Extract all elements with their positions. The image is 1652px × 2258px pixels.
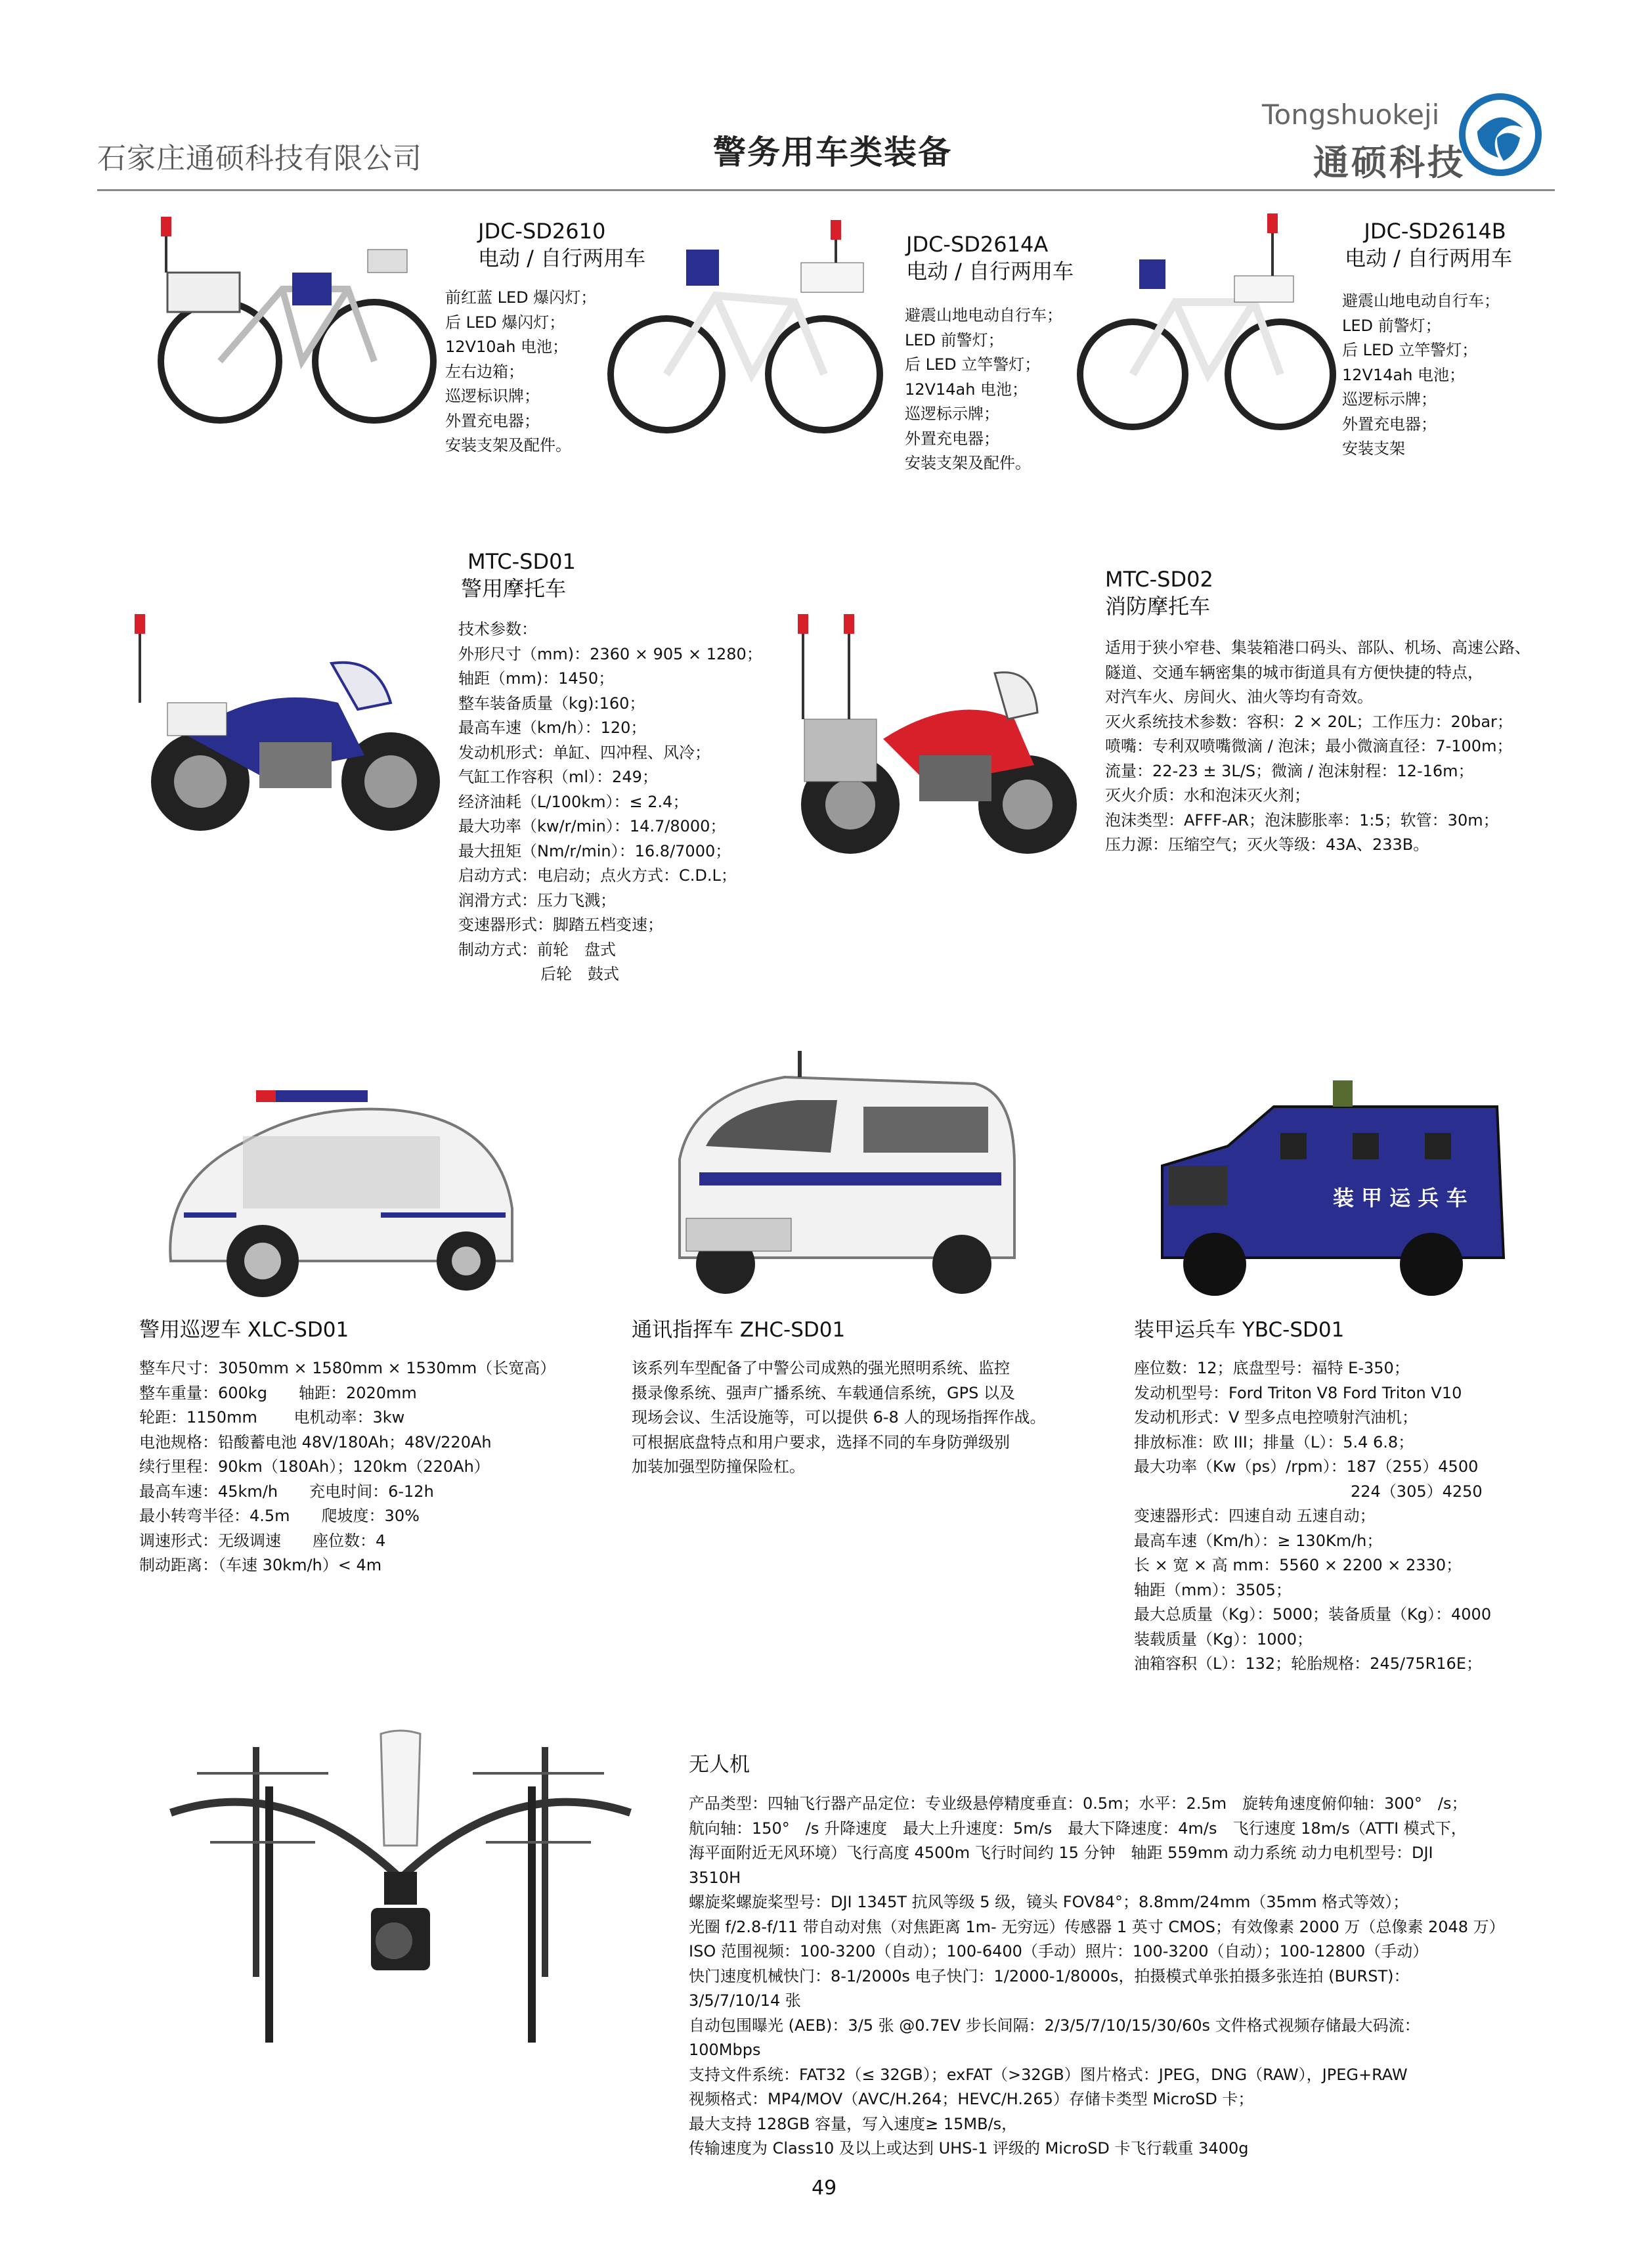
list-item: 后 LED 立竿警灯； — [1342, 341, 1478, 359]
list-item: 经济油耗（L/100km）：≤ 2.4； — [458, 792, 689, 811]
list-item: 润滑方式：压力飞溅； — [458, 891, 616, 910]
list-item: 螺旋桨螺旋桨型号：DJI 1345T 抗风等级 5 级，镜头 FOV84°；8.8mm/24mm（35mm 格式等效）； — [689, 1893, 1409, 1911]
list-item: 隧道、交通车辆密集的城市街道具有方便快捷的特点， — [1105, 663, 1483, 682]
page-number: 49 — [812, 2177, 837, 2200]
list-item: 长 × 宽 × 高 mm：5560 × 2200 × 2330； — [1134, 1556, 1462, 1574]
list-item: 摄录像系统、强声广播系统、车载通信系统，GPS 以及 — [632, 1383, 1015, 1402]
bike-1-model: JDC-SD2610 — [478, 219, 606, 244]
patrol-specs — [139, 1356, 555, 1578]
list-item: 制动距离：（车速 30km/h）< 4m — [139, 1556, 382, 1574]
bike-3-features — [1342, 289, 1500, 462]
list-item: 排放标准：欧 III；排量（L）：5.4 6.8； — [1134, 1432, 1414, 1451]
list-item: 左右边箱； — [445, 362, 524, 381]
list-item: 224（305）4250 — [1351, 1482, 1483, 1501]
list-item: 整车重量：600kg 轴距：2020mm — [139, 1383, 417, 1402]
list-item: 支持文件系统：FAT32（≤ 32GB）；exFAT（>32GB）图片格式：JPEG，DNG（RAW），JPEG+RAW — [689, 2065, 1408, 2084]
list-item: 整车装备质量（kg):160； — [458, 694, 645, 713]
list-item: 最大功率（Kw（ps）/rpm）：187（255）4500 — [1134, 1457, 1479, 1476]
list-item: 100Mbps — [689, 2041, 761, 2059]
list-item: 泡沫类型：AFFF-AR；泡沫膨胀率：1:5；软管：30m； — [1105, 810, 1499, 830]
list-item: 压力源：压缩空气；灭火等级：43A、233B。 — [1105, 835, 1429, 854]
drone-title: 无人机 — [689, 1753, 750, 1777]
list-item: 启动方式：电启动；点火方式：C.D.L； — [458, 866, 737, 885]
fire-motorcycle-image — [785, 608, 1087, 864]
patrol-title: 警用巡逻车 XLC-SD01 — [139, 1318, 349, 1342]
list-item: 自动包围曝光 (AEB)：3/5 张 @0.7EV 步长间隔：2/3/5/7/10/15/30/60s 文件格式视频存储最大码流： — [689, 2016, 1420, 2035]
list-item: LED 前警灯； — [1342, 316, 1441, 335]
list-item: 现场会议、生活设施等，可以提供 6-8 人的现场指挥作战。 — [632, 1408, 1046, 1427]
list-item: 最大总质量（Kg）：5000；装备质量（Kg）：4000 — [1134, 1605, 1492, 1624]
list-item: 安装支架及配件。 — [905, 454, 1031, 472]
list-item: 安装支架 — [1342, 439, 1405, 458]
list-item: 技术参数： — [458, 620, 537, 638]
list-item: 产品类型：四轴飞行器产品定位：专业级悬停精度垂直：0.5m；水平：2.5m 旋转角速度俯仰轴：300° /s； — [689, 1794, 1467, 1813]
patrol-car-image — [158, 1064, 525, 1300]
list-item: ISO 范围视频：100-3200（自动）；100-6400（手动）照片：100-3200（自动）；100-12800（手动） — [689, 1942, 1429, 1960]
bike-2-model: JDC-SD2614A — [906, 232, 1049, 257]
moto-2-model: MTC-SD02 — [1105, 567, 1213, 592]
list-item: 后 LED 立竿警灯； — [905, 355, 1041, 374]
list-item: 12V10ah 电池； — [445, 338, 569, 356]
list-item: 最高车速：45km/h 充电时间：6-12h — [139, 1482, 434, 1501]
list-item: 油箱容积（L）：132；轮胎规格：245/75R16E； — [1134, 1654, 1482, 1673]
list-item: 变速器形式：四速自动 五速自动； — [1134, 1507, 1376, 1525]
list-item: 电池规格：铅酸蓄电池 48V/180Ah；48V/220Ah — [139, 1432, 492, 1451]
moto-2-specs — [1105, 636, 1531, 858]
list-item: 座位数：12；底盘型号：福特 E-350； — [1134, 1359, 1410, 1377]
list-item: 12V14ah 电池； — [1342, 365, 1466, 384]
list-item: 快门速度机械快门：8-1/2000s 电子快门：1/2000-1/8000s，拍摄模式单张拍摄多张连拍 (BURST)： — [689, 1966, 1410, 1985]
brand-english: Tongshuokeji — [1262, 99, 1440, 131]
list-item: 传输速度为 Class10 及以上或达到 UHS-1 评级的 MicroSD 卡飞行载重 3400g — [689, 2139, 1249, 2158]
armored-side-label: 装 甲 运 兵 车 — [1333, 1185, 1467, 1210]
company-logo — [1458, 92, 1543, 177]
list-item: 3510H — [689, 1868, 741, 1887]
list-item: 轮距：1150mm 电机动率：3kw — [139, 1408, 405, 1427]
armored-title: 装甲运兵车 YBC-SD01 — [1134, 1318, 1345, 1342]
list-item: 最小转弯半径：4.5m 爬坡度：30% — [139, 1507, 420, 1525]
list-item: 海平面附近无风环境）飞行高度 4500m 飞行时间约 15 分钟 轴距 559mm 动力系统 动力电机型号：DJI — [689, 1844, 1433, 1862]
list-item: 发动机形式：单缸、四冲程、风冷； — [458, 743, 710, 762]
list-item: 发动机形式：V 型多点电控喷射汽油机； — [1134, 1408, 1418, 1427]
list-item: 巡逻标示牌； — [905, 405, 999, 423]
bike-2-features — [905, 303, 1062, 476]
list-item: 可根据底盘特点和用户要求，选择不同的车身防弹级别 — [632, 1432, 1010, 1451]
list-item: 巡逻标识牌； — [445, 387, 540, 405]
list-item: 最高车速（Km/h）：≥ 130Km/h； — [1134, 1531, 1383, 1550]
list-item: 轴距（mm）：3505； — [1134, 1580, 1292, 1599]
list-item: 航向轴：150° /s 升降速度 最大上升速度：5m/s 最大下降速度：4m/s 飞行速度 18m/s（ATTI 模式下， — [689, 1819, 1467, 1838]
command-vehicle-image — [666, 1048, 1021, 1304]
list-item: 调速形式：无级调速 座位数：4 — [139, 1531, 386, 1550]
bicycle-image-3 — [1077, 210, 1339, 440]
moto-1-model: MTC-SD01 — [467, 549, 576, 574]
list-item: 喷嘴：专利双喷嘴微滴 / 泡沫；最小微滴直径：7-100m； — [1105, 737, 1513, 755]
list-item: 前红蓝 LED 爆闪灯； — [445, 288, 597, 307]
list-item: 后轮 鼓式 — [540, 965, 619, 983]
page-title: 警务用车类装备 — [713, 133, 952, 171]
list-item: 流量：22-23 ± 3L/S；微滴 / 泡沫射程：12-16m； — [1105, 761, 1474, 780]
list-item: 整车尺寸：3050mm × 1580mm × 1530mm（长宽高） — [139, 1359, 556, 1377]
moto-1-specs — [458, 617, 762, 987]
bike-2-type: 电动 / 自行两用车 — [906, 259, 1074, 284]
bike-1-features — [445, 286, 596, 458]
armored-specs — [1134, 1356, 1491, 1677]
list-item: 12V14ah 电池； — [905, 380, 1028, 399]
brand-chinese: 通硕科技 — [1313, 142, 1466, 183]
list-item: 后 LED 爆闪灯； — [445, 313, 565, 332]
company-name: 石家庄通硕科技有限公司 — [97, 142, 422, 175]
list-item: 外形尺寸（mm)：2360 × 905 × 1280； — [458, 644, 762, 663]
drone-specs — [689, 1792, 1505, 2161]
armored-vehicle-image — [1142, 1067, 1510, 1300]
list-item: 最大功率（kw/r/min）：14.7/8000； — [458, 817, 726, 835]
list-item: LED 前警灯； — [905, 330, 1004, 349]
command-specs — [632, 1356, 1045, 1480]
list-item: 光圈 f/2.8-f/11 带自动对焦（对焦距离 1m- 无穷远）传感器 1 英寸 CMOS；有效像素 2000 万（总像素 2048 万） — [689, 1917, 1505, 1936]
list-item: 外置充电器； — [1342, 414, 1437, 433]
list-item: 适用于狭小窄巷、集装箱港口码头、部队、机场、高速公路、 — [1105, 638, 1531, 657]
list-item: 加装加强型防撞保险杠。 — [632, 1457, 805, 1476]
list-item: 安装支架及配件。 — [445, 436, 571, 454]
list-item: 变速器形式：脚踏五档变速； — [458, 916, 663, 934]
list-item: 轴距（mm)：1450； — [458, 669, 615, 688]
list-item: 对汽车火、房间火、油火等均有奇效。 — [1105, 688, 1373, 706]
police-motorcycle-image — [128, 604, 456, 841]
list-item: 装载质量（Kg）：1000； — [1134, 1629, 1313, 1649]
list-item: 灭火介质：水和泡沫灭火剂； — [1105, 786, 1310, 805]
moto-1-type: 警用摩托车 — [461, 576, 567, 601]
list-item: 最大支持 128GB 容量，写入速度≥ 15MB/s， — [689, 2114, 1018, 2133]
drone-image — [158, 1727, 643, 2062]
list-item: 视频格式：MP4/MOV（AVC/H.264；HEVC/H.265）存储卡类型 MicroSD 卡； — [689, 2090, 1254, 2108]
header-divider — [97, 189, 1555, 191]
list-item: 3/5/7/10/14 张 — [689, 1991, 801, 2010]
moto-2-type: 消防摩托车 — [1105, 594, 1211, 619]
bike-3-model: JDC-SD2614B — [1364, 219, 1506, 244]
list-item: 避震山地电动自行车； — [1342, 292, 1500, 310]
command-title: 通讯指挥车 ZHC-SD01 — [632, 1318, 846, 1342]
bicycle-image-2 — [604, 210, 893, 440]
bike-1-type: 电动 / 自行两用车 — [478, 246, 646, 271]
list-item: 避震山地电动自行车； — [905, 306, 1062, 324]
list-item: 发动机型号：Ford Triton V8 Ford Triton V10 — [1134, 1383, 1462, 1402]
list-item: 外置充电器； — [445, 411, 540, 430]
list-item: 气缸工作容积（ml）：249； — [458, 768, 658, 786]
list-item: 外置充电器； — [905, 429, 999, 448]
list-item: 最大扭矩（Nm/r/min）：16.8/7000； — [458, 841, 731, 860]
list-item: 续行里程：90km（180Ah）；120km（220Ah） — [139, 1457, 490, 1476]
list-item: 灭火系统技术参数：容积：2 × 20L；工作压力：20bar； — [1105, 712, 1513, 731]
list-item: 巡逻标示牌； — [1342, 390, 1437, 409]
list-item: 最高车速（km/h）：120； — [458, 719, 647, 737]
bicycle-image-1 — [151, 210, 440, 427]
list-item: 该系列车型配备了中警公司成熟的强光照明系统、监控 — [632, 1359, 1010, 1377]
list-item: 制动方式：前轮 盘式 — [458, 940, 616, 959]
bike-3-type: 电动 / 自行两用车 — [1345, 246, 1513, 271]
